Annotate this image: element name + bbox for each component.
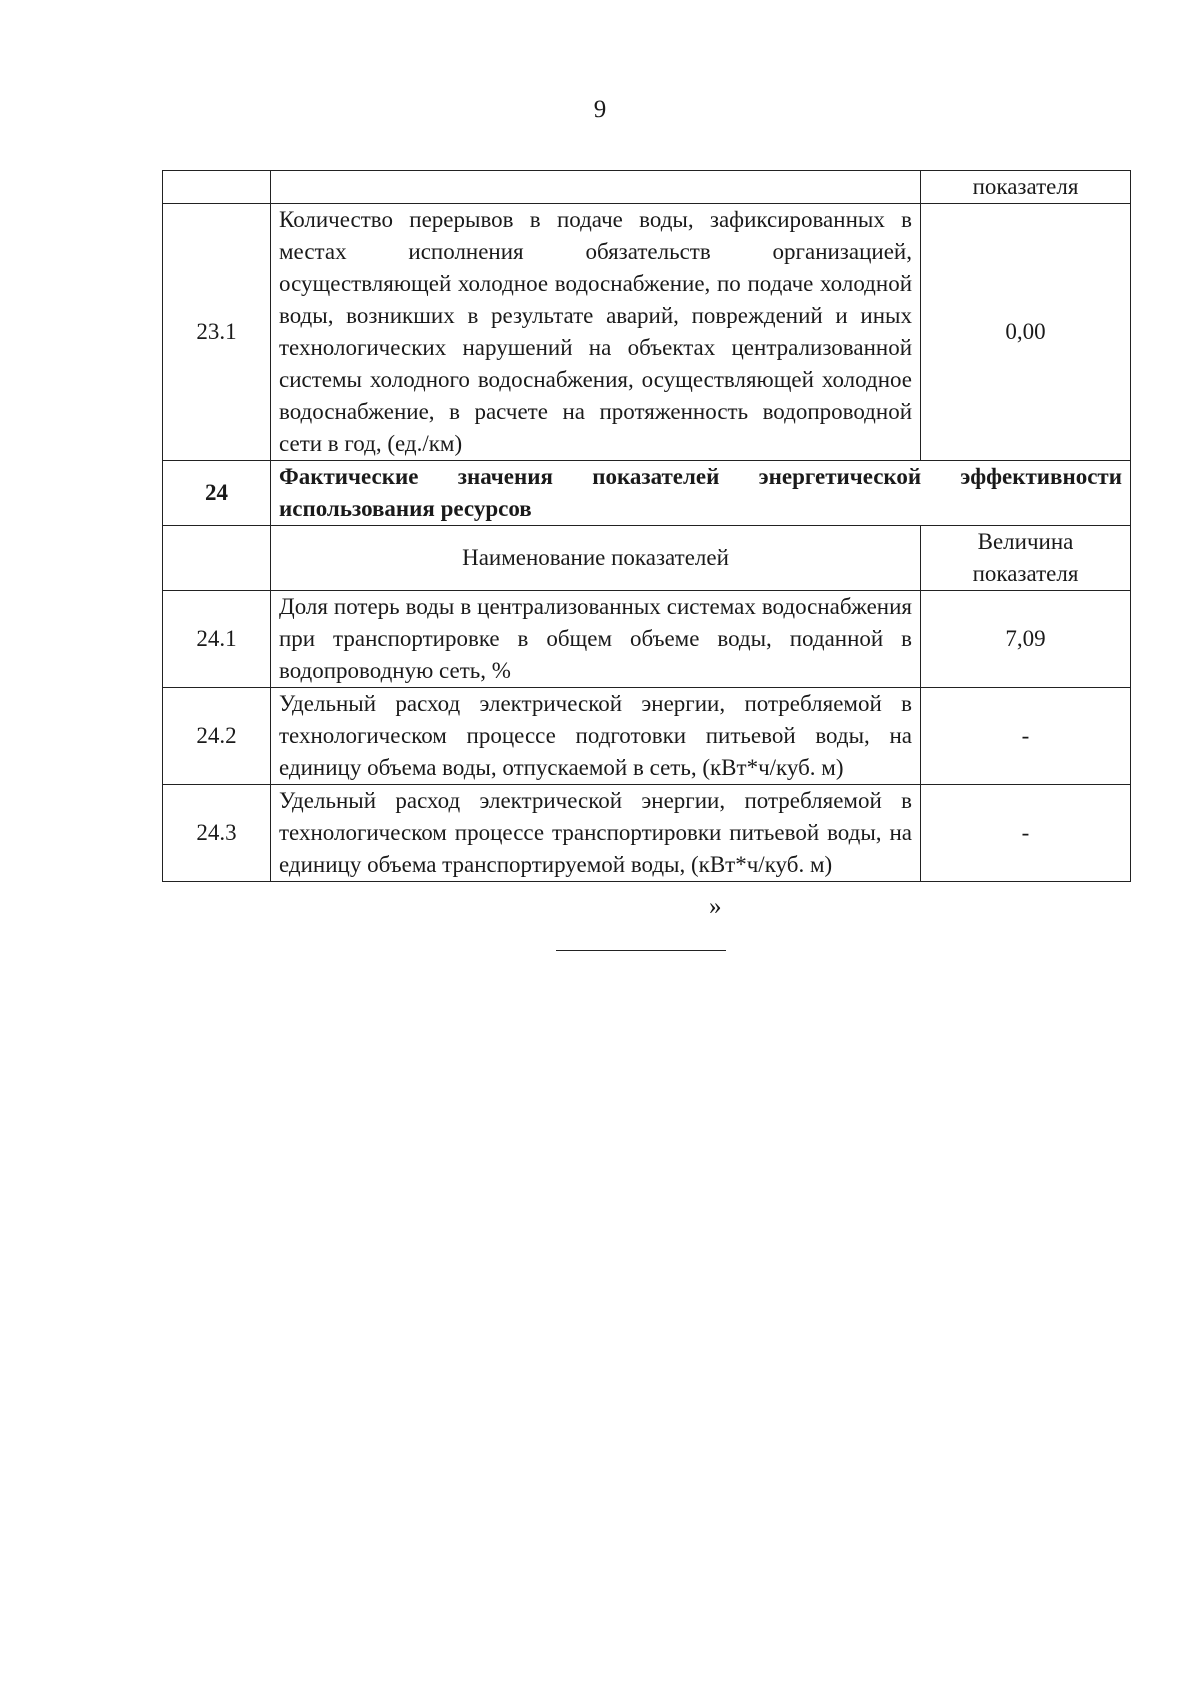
table-row-continuation	[163, 171, 1131, 204]
table-header-row	[163, 526, 1131, 591]
table-row-24-3	[163, 785, 1131, 882]
indicator-name: Удельный расход электрической энергии, потребляемой в технологическом процессе транспортировки питьевой воды, на единицу объема транспортируемой воды, (кВт*ч/куб. м)	[271, 785, 921, 882]
page-number: 9	[593, 96, 607, 123]
indicator-value: -	[921, 688, 1131, 785]
indicator-name: Доля потерь воды в централизованных системах водоснабжения при транспортировке в общем объеме воды, поданной в водопроводную сеть, %	[271, 591, 921, 688]
cell-empty-number	[163, 526, 271, 591]
column-header-name: Наименование показателей	[271, 526, 921, 591]
indicator-value: 0,00	[921, 204, 1131, 461]
row-number: 24.1	[163, 591, 271, 688]
indicator-name: Удельный расход электрической энергии, потребляемой в технологическом процессе подготовки питьевой воды, на единицу объема воды, отпускаемой в сеть, (кВт*ч/куб. м)	[271, 688, 921, 785]
indicator-value: 7,09	[921, 591, 1131, 688]
table-row-section-24	[163, 461, 1131, 526]
end-of-document-line	[556, 950, 726, 951]
cell-value-header-continued: показателя	[921, 171, 1131, 204]
row-number: 24.3	[163, 785, 271, 882]
row-number: 24.2	[163, 688, 271, 785]
section-title: Фактические значения показателей энергетической эффективности использования ресурсов	[271, 461, 1131, 526]
section-number: 24	[163, 461, 271, 526]
indicator-name: Количество перерывов в подаче воды, зафиксированных в местах исполнения обязательств организацией, осуществляющей холодное водоснабжение, по подаче холодной воды, возникших в результате аварий, повреждений и иных технологических нарушений на объектах централизованной системы холодного водоснабжения, осуществляющей холодное водоснабжение, в расчете на протяженность водопроводной сети в год, (ед./км)	[271, 204, 921, 461]
table-row-24-2	[163, 688, 1131, 785]
row-number: 23.1	[163, 204, 271, 461]
table-row-24-1	[163, 591, 1131, 688]
cell-empty-number	[163, 171, 271, 204]
closing-quote: »	[709, 893, 722, 920]
cell-empty-name	[271, 171, 921, 204]
indicator-value: -	[921, 785, 1131, 882]
indicators-table	[162, 170, 1131, 882]
table-row-23-1	[163, 204, 1131, 461]
column-header-value: Величина показателя	[921, 526, 1131, 591]
